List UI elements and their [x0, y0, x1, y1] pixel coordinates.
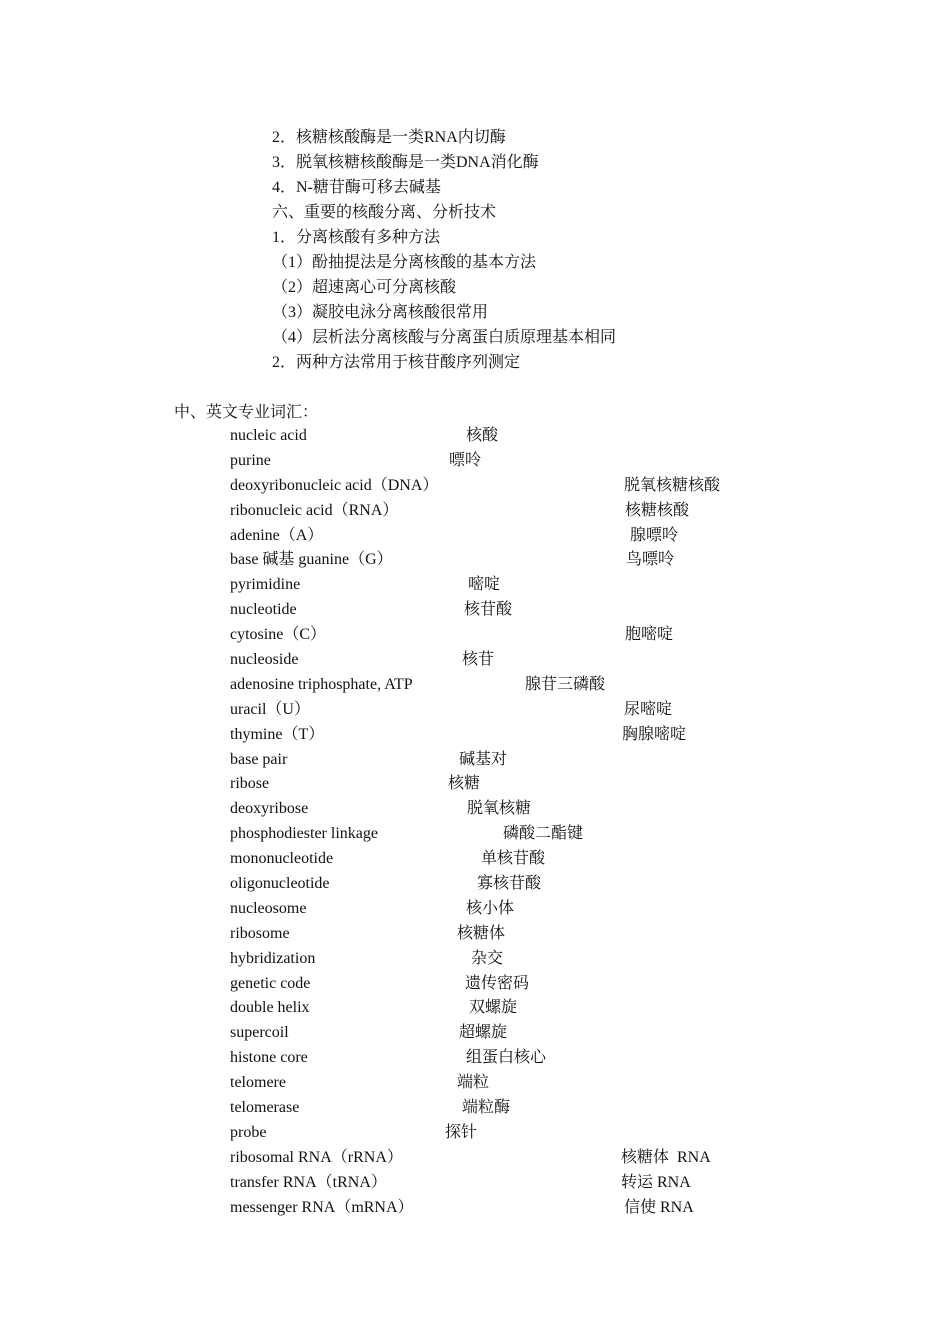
- vocab-term-zh: 组蛋白核心: [466, 1049, 547, 1067]
- vocab-term-zh: 脱氧核糖核酸: [624, 476, 721, 494]
- vocab-term-zh: 核苷: [462, 651, 495, 669]
- vocab-term-zh: 转运 RNA: [621, 1173, 691, 1191]
- vocab-row: [230, 1196, 830, 1221]
- outline-item: 2．核糖核酸酶是一类RNA内切酶: [272, 129, 506, 146]
- vocab-row: [230, 1096, 830, 1121]
- outline-item: 4．N-糖苷酶可移去碱基: [272, 179, 441, 196]
- vocab-term-en: supercoil: [230, 1024, 289, 1042]
- vocab-term-zh: 尿嘧啶: [624, 700, 673, 718]
- vocab-term-zh: 腺嘌呤: [630, 526, 679, 544]
- vocab-term-zh: 端粒: [457, 1074, 490, 1092]
- vocab-term-en: deoxyribose: [230, 800, 309, 818]
- vocab-row: [230, 922, 830, 947]
- vocab-term-en: uracil（U）: [230, 700, 310, 718]
- vocab-term-en: ribosome: [230, 924, 290, 942]
- vocab-term-zh: 核糖核酸: [625, 501, 690, 519]
- vocab-term-zh: 杂交: [471, 949, 504, 967]
- vocab-term-zh: 遗传密码: [465, 974, 530, 992]
- vocab-row: [230, 1021, 830, 1046]
- vocab-term-en: nucleosome: [230, 899, 307, 917]
- outline-subitem: （2）超速离心可分离核酸: [272, 279, 457, 296]
- vocab-row: [230, 897, 830, 922]
- vocab-row: [230, 573, 830, 598]
- vocab-term-zh: 核糖体: [457, 924, 506, 942]
- vocab-term-zh: 超螺旋: [459, 1024, 508, 1042]
- vocab-term-en: histone core: [230, 1049, 308, 1067]
- vocab-term-zh: 嘧啶: [468, 576, 501, 594]
- vocab-term-zh: 寡核苷酸: [477, 875, 542, 893]
- vocab-row: [230, 972, 830, 997]
- vocab-row: [230, 1046, 830, 1071]
- vocab-term-en: telomere: [230, 1074, 286, 1092]
- vocab-term-en: transfer RNA（tRNA）: [230, 1173, 387, 1191]
- vocab-term-zh: 核糖: [448, 775, 481, 793]
- vocab-term-zh: 胸腺嘧啶: [622, 725, 687, 743]
- vocab-row: [230, 499, 830, 524]
- vocab-term-en: probe: [230, 1123, 267, 1141]
- vocab-term-en: telomerase: [230, 1099, 300, 1117]
- vocab-row: [230, 1171, 830, 1196]
- vocab-term-en: purine: [230, 451, 271, 469]
- vocab-term-zh: 信使 RNA: [624, 1198, 694, 1216]
- vocab-row: [230, 1146, 830, 1171]
- vocab-term-en: phosphodiester linkage: [230, 825, 378, 843]
- vocab-row: [230, 772, 830, 797]
- outline-subitem: （3）凝胶电泳分离核酸很常用: [272, 304, 489, 321]
- vocab-term-en: ribose: [230, 775, 270, 793]
- vocab-term-en: ribonucleic acid（RNA）: [230, 501, 399, 519]
- vocab-row: [230, 548, 830, 573]
- vocab-row: [230, 524, 830, 549]
- vocab-term-zh: 核苷酸: [464, 601, 513, 619]
- vocab-row: [230, 449, 830, 474]
- vocab-term-en: nucleotide: [230, 601, 297, 619]
- vocab-term-zh: 磷酸二酯键: [503, 825, 584, 843]
- vocab-term-en: oligonucleotide: [230, 875, 330, 893]
- vocab-term-en: genetic code: [230, 974, 311, 992]
- vocab-term-en: base 碱基 guanine（G）: [230, 551, 393, 569]
- vocab-row: [230, 872, 830, 897]
- vocab-term-en: hybridization: [230, 949, 316, 967]
- vocab-term-en: thymine（T）: [230, 725, 325, 743]
- vocab-row: [230, 698, 830, 723]
- vocab-row: [230, 1121, 830, 1146]
- vocab-term-zh: 核糖体 RNA: [621, 1148, 711, 1166]
- vocab-row: [230, 947, 830, 972]
- vocab-term-zh: 核小体: [466, 899, 515, 917]
- vocab-term-en: adenine（A）: [230, 526, 324, 544]
- vocab-row: [230, 648, 830, 673]
- outline-item: 1．分离核酸有多种方法: [272, 229, 441, 246]
- vocab-row: [230, 623, 830, 648]
- vocab-term-zh: 胞嘧啶: [625, 626, 674, 644]
- vocab-term-en: deoxyribonucleic acid（DNA）: [230, 476, 439, 494]
- vocab-term-zh: 双螺旋: [469, 999, 518, 1017]
- vocab-term-zh: 核酸: [466, 427, 499, 444]
- vocab-term-en: nucleic acid: [230, 427, 307, 444]
- outline-list: [272, 125, 616, 375]
- vocab-term-en: cytosine（C）: [230, 626, 326, 644]
- outline-subitem: （1）酚抽提法是分离核酸的基本方法: [272, 254, 537, 271]
- vocab-row: [230, 748, 830, 773]
- vocab-heading: 中、英文专业词汇：: [174, 404, 319, 421]
- vocab-term-zh: 脱氧核糖: [467, 800, 532, 818]
- outline-item: 3．脱氧核糖核酸酶是一类DNA消化酶: [272, 154, 539, 171]
- vocab-row: [230, 598, 830, 623]
- vocab-term-en: messenger RNA（mRNA）: [230, 1198, 414, 1216]
- vocab-term-zh: 探针: [445, 1123, 478, 1141]
- vocab-list: [230, 424, 830, 1221]
- vocab-row: [230, 797, 830, 822]
- vocab-row: [230, 822, 830, 847]
- vocab-row: [230, 673, 830, 698]
- section-heading: 六、重要的核酸分离、分析技术: [272, 204, 497, 221]
- vocab-term-zh: 端粒酶: [462, 1099, 511, 1117]
- vocab-term-en: double helix: [230, 999, 310, 1017]
- vocab-row: [230, 723, 830, 748]
- vocab-term-zh: 腺苷三磷酸: [525, 675, 606, 693]
- vocab-term-zh: 嘌呤: [449, 451, 482, 469]
- vocab-term-en: nucleoside: [230, 651, 299, 669]
- vocab-row: [230, 996, 830, 1021]
- vocab-term-en: mononucleotide: [230, 850, 334, 868]
- vocab-term-zh: 鸟嘌呤: [626, 551, 675, 569]
- outline-subitem: （4）层析法分离核酸与分离蛋白质原理基本相同: [272, 329, 617, 346]
- vocab-term-zh: 单核苷酸: [481, 850, 546, 868]
- vocab-term-en: adenosine triphosphate, ATP: [230, 675, 413, 693]
- vocab-term-en: pyrimidine: [230, 576, 301, 594]
- vocab-term-en: ribosomal RNA（rRNA）: [230, 1148, 403, 1166]
- vocab-row: [230, 1071, 830, 1096]
- vocab-term-en: base pair: [230, 750, 288, 768]
- vocab-row: [230, 847, 830, 872]
- vocab-row: [230, 424, 830, 449]
- vocab-term-zh: 碱基对: [459, 750, 508, 768]
- vocab-row: [230, 474, 830, 499]
- outline-item: 2．两种方法常用于核苷酸序列测定: [272, 354, 521, 371]
